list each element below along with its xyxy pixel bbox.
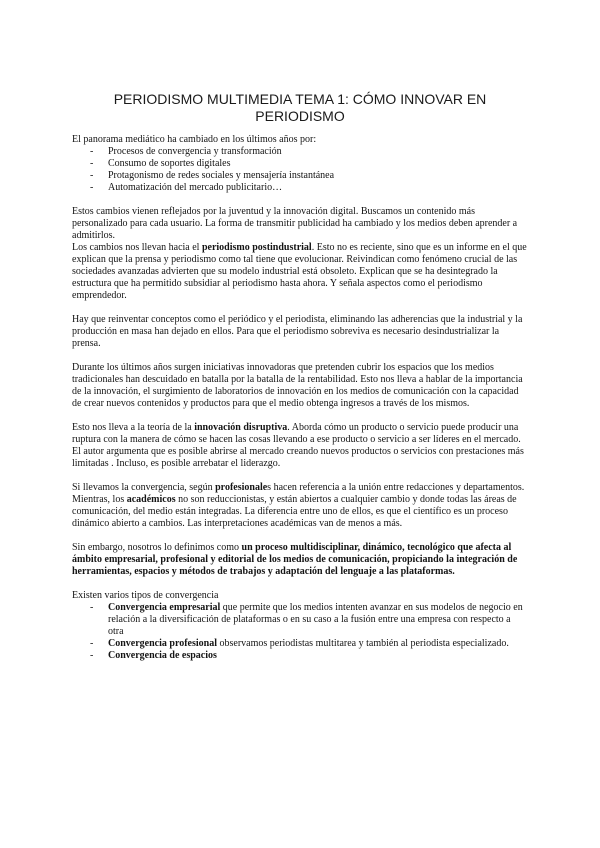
paragraph-2	[72, 242, 528, 302]
list-item	[72, 146, 528, 158]
title-line-1: PERIODISMO MULTIMEDIA TEMA 1: CÓMO INNOVAR EN	[113, 91, 487, 107]
text-run: Esto nos lleva a la teoría de la	[72, 422, 195, 433]
list-item-text: Protagonismo de redes sociales y mensajería instantánea	[108, 170, 335, 181]
paragraph-3: Hay que reinventar conceptos como el periódico y el periodista, eliminando las adherencias que la industrial y la producción en masa han dejado en ellos. Para que el periodismo sobreviva es necesario desindustrializar la prensa.	[72, 314, 523, 349]
paragraph-6	[72, 482, 528, 530]
intro-paragraph: El panorama mediático ha cambiado en los últimos años por:	[72, 134, 317, 145]
bullet-dash: -	[90, 602, 94, 613]
bullet-dash: -	[90, 650, 94, 661]
text-run: Los cambios nos llevan hacia el	[72, 242, 202, 253]
bullet-dash: -	[90, 638, 94, 649]
intro-bullet-list	[72, 146, 528, 194]
document-body	[72, 134, 528, 662]
text-run: no son reduccionistas, y están abiertos a cualquier cambio y donde todas las áreas de comunicación, del medio están integradas. La diferencia entre uno de ellos, es que el científico es un proceso dinámico abierto a cambios. Las interpretaciones académicas van de menos a más.	[72, 494, 517, 529]
text-run: Si llevamos la convergencia, según	[72, 482, 216, 493]
bold-term: innovación disruptiva	[194, 422, 288, 433]
bold-definition: un proceso multidisciplinar, dinámico, tecnológico que afecta al ámbito empresarial, profesional y editorial de los medios de comunicación, propiciando la integración de herramientas, espacios y métodos de trabajos y adaptación del lenguaje a las plataformas.	[72, 542, 518, 577]
bold-term: periodismo postindustrial	[201, 242, 312, 253]
paragraph-8: Existen varios tipos de convergencia	[72, 590, 219, 601]
list-item	[72, 158, 528, 170]
list-item	[72, 602, 528, 638]
bold-term: académicos	[126, 494, 176, 505]
text-run: . Aborda cómo un producto o servicio puede producir una ruptura con la manera de cómo se hacen las cosas llevando a ese producto o servicio a ser líderes en el mercado. El autor argumenta que es posible abrirse al mercado creando nuevos productos o servicios con prestaciones más limitadas . Incluso, es posible arrebatar el liderazgo.	[72, 422, 524, 469]
bold-term: Convergencia de espacios	[108, 650, 217, 661]
bold-term: Convergencia empresarial	[108, 602, 221, 613]
page-title	[72, 91, 528, 125]
bullet-dash: -	[90, 158, 94, 169]
bold-term: profesionale	[215, 482, 268, 493]
paragraph-1: Estos cambios vienen reflejados por la juventud y la innovación digital. Buscamos un contenido más personalizado para cada usuario. La forma de transmitir publicidad ha cambiado y los medios deben aprender a admitirlos.	[72, 206, 518, 241]
list-item	[72, 182, 528, 194]
list-item-text: que permite que los medios intenten avanzar en sus modelos de negocio en relación a la diversificación de plataformas o en su caso a la fusión entre una empresa con respecto a otra	[108, 602, 523, 637]
text-run: Sin embargo, nosotros lo definimos como	[72, 542, 242, 553]
bold-term: Convergencia profesional	[108, 638, 217, 649]
list-item	[72, 638, 528, 650]
bullet-dash: -	[90, 182, 94, 193]
list-item	[72, 170, 528, 182]
convergence-bullet-list	[72, 602, 528, 662]
bullet-dash: -	[90, 146, 94, 157]
list-item	[72, 650, 528, 662]
text-run: . Esto no es reciente, sino que es un informe en el que explican que la prensa y periodismo como tal tiene que evolucionar. Reivindican como fenómeno crucial de las sociedades avanzadas advierten que su modelo industrial está obsoleto. Explican que se ha desintegrado la estructura que ha permitido subsidiar al periodismo hasta ahora. Y señala aspectos como el periodismo emprendedor.	[72, 242, 527, 301]
list-item-text: Procesos de convergencia y transformación	[108, 146, 282, 157]
paragraph-7	[72, 542, 528, 578]
title-line-2: PERIODISMO	[255, 108, 345, 124]
list-item-text: observamos periodistas multitarea y también al periodista especializado.	[216, 638, 509, 649]
bullet-dash: -	[90, 170, 94, 181]
list-item-text: Consumo de soportes digitales	[108, 158, 231, 169]
paragraph-5	[72, 422, 528, 470]
list-item-text: Automatización del mercado publicitario…	[108, 182, 283, 193]
paragraph-4: Durante los últimos años surgen iniciativas innovadoras que pretenden cubrir los espacios que los medios tradicionales han descuidado en batalla por la batalla de la rentabilidad. Esto nos lleva a hablar de la importancia de la innovación, el surgimiento de laboratorios de innovación en los medios de comunicación con la capacidad de crear nuevos contenidos y productos para que el medio obtenga ingresos a través de los mismos.	[72, 362, 523, 409]
text-run: s hacen referencia a la unión entre redacciones y departamentos. Mientras, los	[72, 482, 525, 505]
